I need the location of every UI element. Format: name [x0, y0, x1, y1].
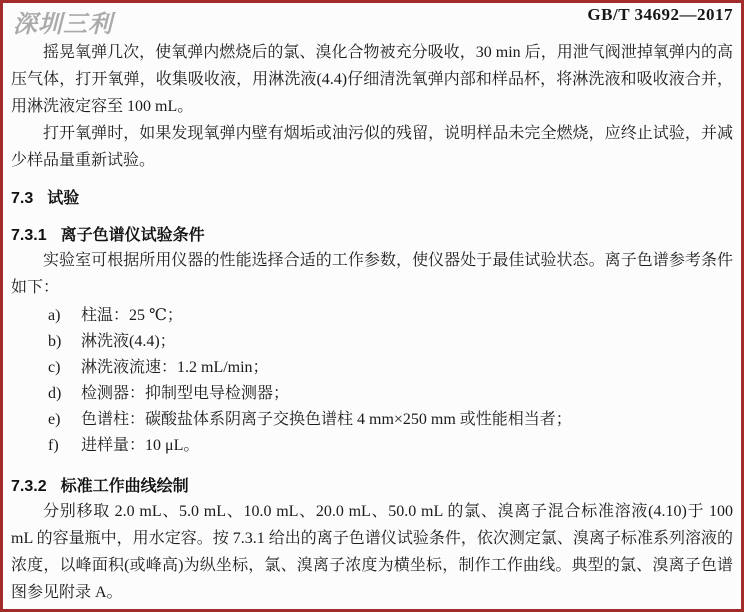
standard-number: GB/T 34692—2017: [587, 5, 733, 24]
section-heading-7-3-2: [11, 476, 733, 498]
list-marker: d): [48, 385, 62, 402]
list-item-text: 检测器：抑制型电导检测器；: [81, 385, 290, 402]
section-heading-7-3: [11, 188, 733, 210]
watermark-stamp: 深圳三利: [13, 12, 113, 38]
section-title: 离子色谱仪试验条件: [60, 227, 205, 244]
list-marker: e): [48, 411, 61, 428]
list-item-column-temperature: [48, 303, 733, 329]
paragraph-calibration-curve: 分别移取 2.0 mL、5.0 mL、10.0 mL、20.0 mL、50.0 mL 的氯、溴离子混合标准溶液(4.10)于 100 mL 的容量瓶中，用水定容。按 7.3.1 给出的离子色谱仪试验条件，依次测定氯、溴离子标准系列溶液的浓度，以峰面积(或峰高)为纵坐标，氯、溴离子浓度为横坐标，制作工作曲线。典型的氯、溴离子色谱图参见附录 A。: [11, 503, 733, 601]
list-marker: b): [48, 333, 62, 350]
paragraph-absorption-procedure: 摇晃氧弹几次，使氧弹内燃烧后的氯、溴化合物被充分吸收，30 min 后，用泄气阀泄掉氧弹内的高压气体，打开氧弹，收集吸收液，用淋洗液(4.4)仔细清洗氧弹内部和样品杯，将淋洗液和吸收液合并，用淋洗液定容至 100 mL。: [11, 44, 733, 115]
list-item-column: [48, 407, 733, 433]
page-content: [3, 3, 741, 606]
list-item-text: 淋洗液(4.4)；: [81, 333, 176, 350]
paragraph-residue-warning: 打开氧弹时，如果发现氧弹内壁有烟垢或油污似的残留，说明样品未完全燃烧，应终止试验，并减少样品量重新试验。: [11, 125, 733, 169]
list-item-injection-volume: [48, 433, 733, 459]
page-header: [11, 3, 733, 39]
section-heading-7-3-1: [11, 225, 733, 247]
conditions-list: [11, 303, 733, 459]
list-marker: c): [48, 359, 61, 376]
list-item-text: 柱温：25 ℃；: [81, 307, 183, 324]
list-item-text: 色谱柱：碳酸盐体系阴离子交换色谱柱 4 mm×250 mm 或性能相当者；: [81, 411, 572, 428]
list-item-eluent: [48, 329, 733, 355]
list-item-text: 进样量：10 μL。: [81, 437, 200, 454]
section-title: 试验: [47, 190, 80, 207]
list-item-detector: [48, 381, 733, 407]
section-number: 7.3: [11, 190, 34, 207]
paragraph-conditions-intro: 实验室可根据所用仪器的性能选择合适的工作参数，使仪器处于最佳试验状态。离子色谱参考条件如下：: [11, 252, 733, 296]
list-item-eluent-flow-rate: [48, 355, 733, 381]
section-number: 7.3.2: [11, 478, 47, 495]
list-marker: f): [48, 437, 59, 454]
section-number: 7.3.1: [11, 227, 47, 244]
list-marker: a): [48, 307, 61, 324]
section-title: 标准工作曲线绘制: [60, 478, 189, 495]
list-item-text: 淋洗液流速：1.2 mL/min；: [81, 359, 269, 376]
